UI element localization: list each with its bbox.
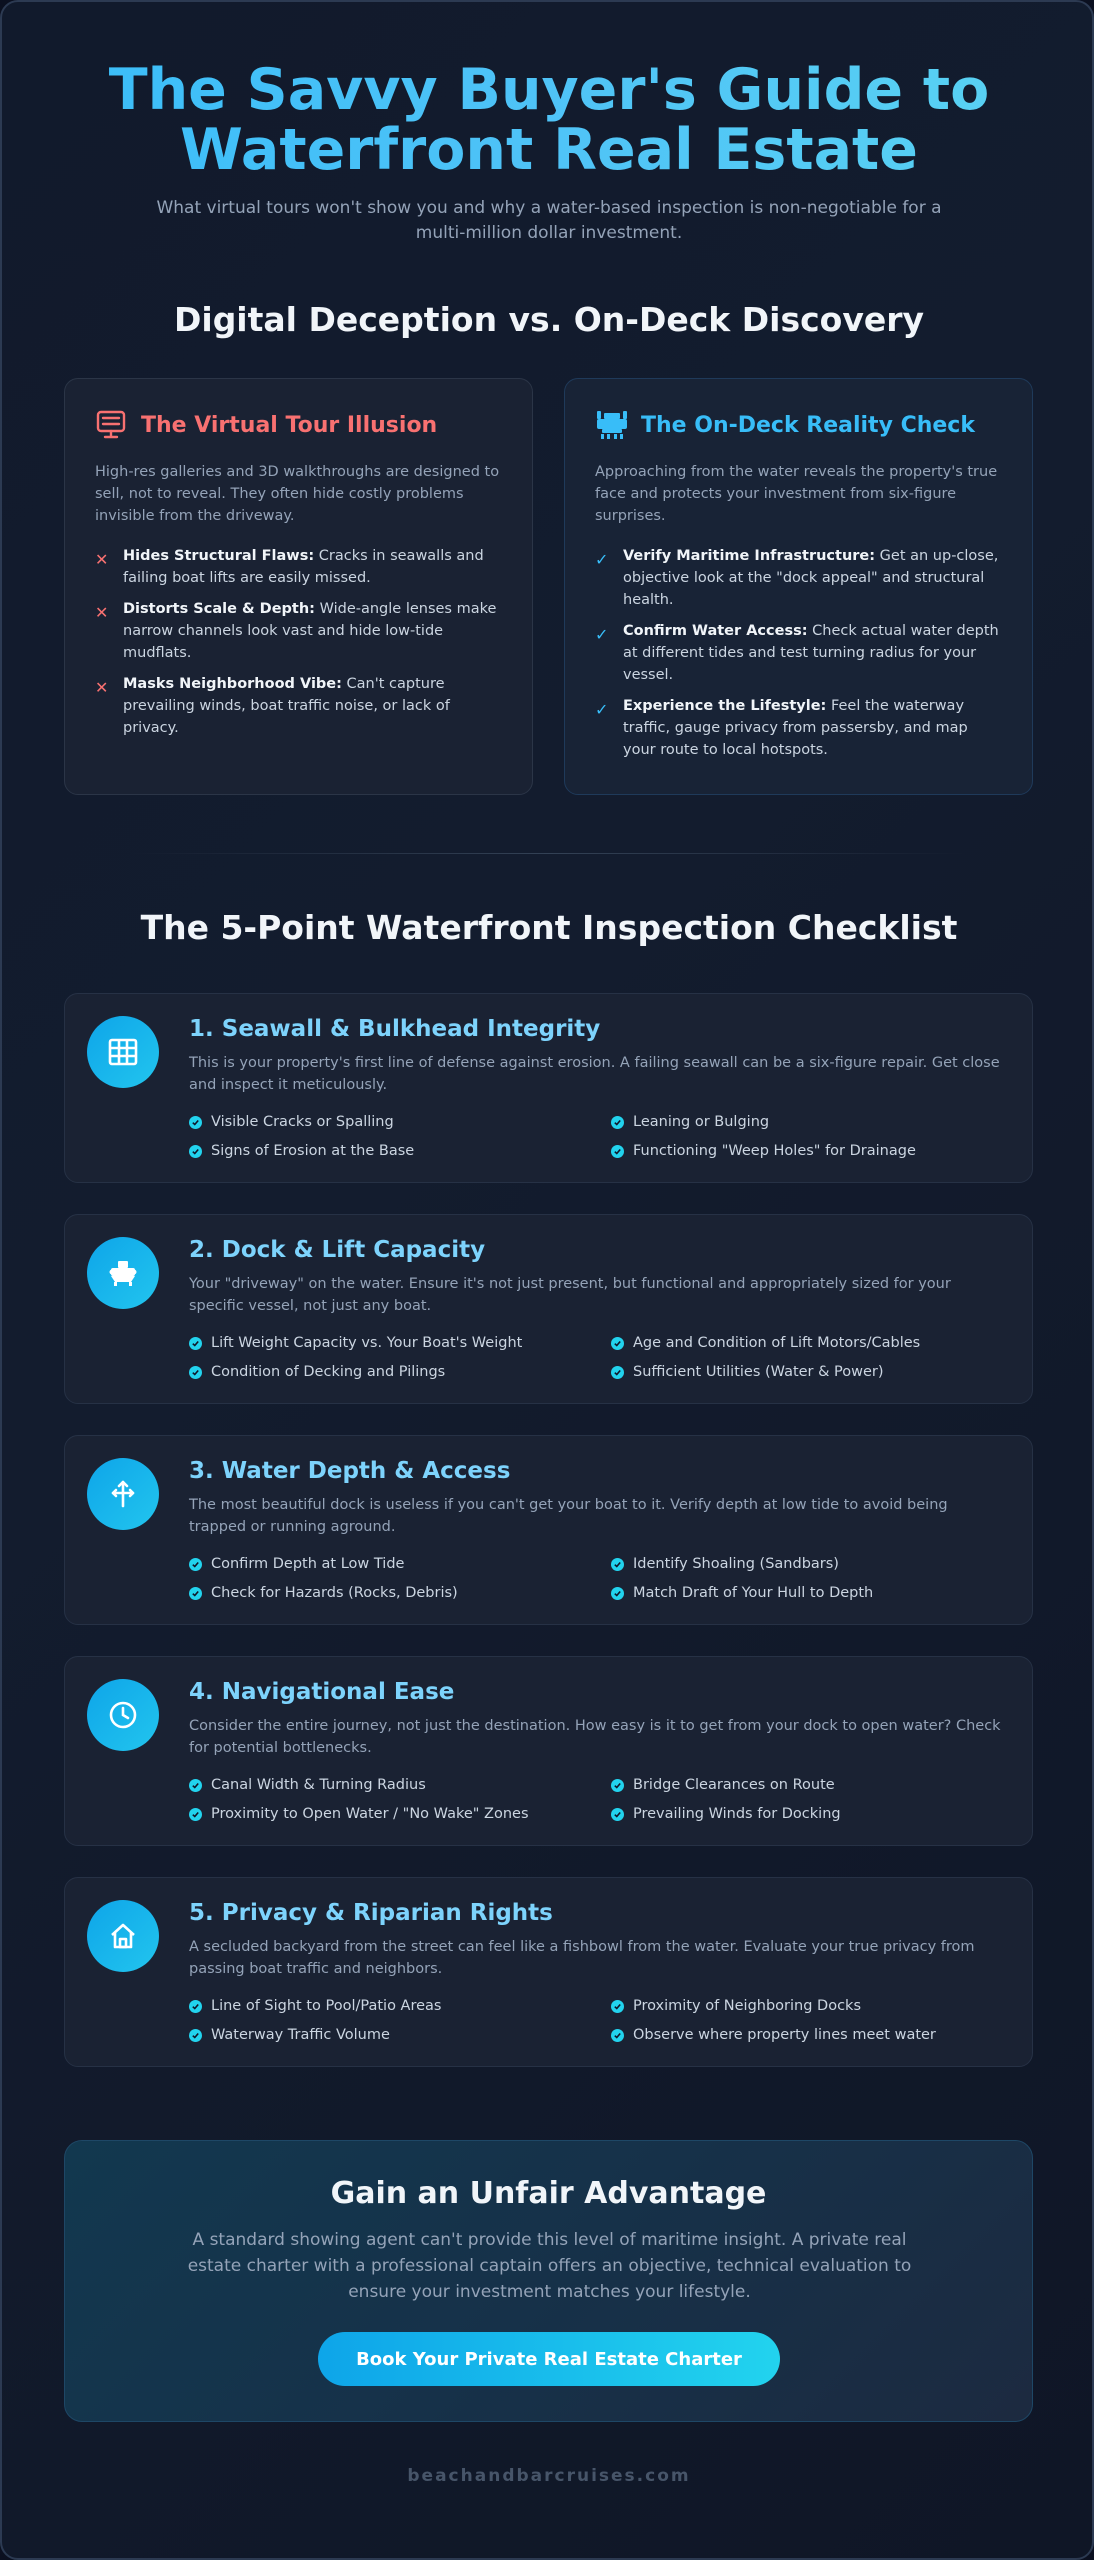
title-line-1: The Savvy Buyer's Guide to [108, 57, 990, 123]
check-dot-icon [611, 1116, 624, 1129]
check-dot-icon [189, 1558, 202, 1571]
check-dot-icon [611, 1366, 624, 1379]
checkmark-icon: ✓ [595, 550, 609, 569]
checklist-item [611, 1141, 1009, 1162]
home-icon [87, 1900, 159, 1972]
checklist-title: 2. Dock & Lift Capacity [189, 1237, 486, 1263]
checklist-card-privacy [64, 1877, 1033, 2067]
check-dot-icon [189, 2000, 202, 2013]
check-dot-icon [189, 2029, 202, 2042]
checklist-item-label: Check for Hazards (Rocks, Debris) [211, 1585, 458, 1601]
item-bold: Confirm Water Access: [623, 623, 808, 639]
item-text: Feel the waterway traffic, gauge privacy from passersby, and map your route to local hotspots. [623, 698, 968, 758]
checklist-items [189, 1333, 1009, 1383]
item-bold: Masks Neighborhood Vibe: [123, 676, 342, 692]
list-item [95, 545, 502, 589]
check-dot-icon [611, 1558, 624, 1571]
check-dot-icon [611, 1779, 624, 1792]
checklist-item [189, 1996, 611, 2017]
checklist-card-navigation [64, 1656, 1033, 1846]
checklist-item [189, 1554, 611, 1575]
checklist-item-label: Leaning or Bulging [633, 1114, 770, 1130]
checklist-item-label: Age and Condition of Lift Motors/Cables [633, 1335, 921, 1351]
anchor-icon [87, 1458, 159, 1530]
checklist-items [189, 1112, 1009, 1162]
item-text: Check actual water depth at different tides and test turning radius for your vessel. [623, 623, 999, 683]
checklist-item-label: Waterway Traffic Volume [211, 2027, 390, 2043]
check-dot-icon [611, 2000, 624, 2013]
checklist-item-label: Line of Sight to Pool/Patio Areas [211, 1998, 442, 2014]
check-dot-icon [189, 1145, 202, 1158]
checklist-desc: A secluded backyard from the street can feel like a fishbowl from the water. Evaluate your true privacy from passing boat traffic and neighbors. [189, 1939, 975, 1977]
checklist-item-label: Prevailing Winds for Docking [633, 1806, 841, 1822]
check-dot-icon [189, 1366, 202, 1379]
checklist-item [611, 1554, 1009, 1575]
check-dot-icon [611, 1808, 624, 1821]
cta-panel [64, 2140, 1033, 2422]
checklist-item-label: Observe where property lines meet water [633, 2027, 936, 2043]
checklist-title: 3. Water Depth & Access [189, 1458, 511, 1484]
item-text: Can't capture prevailing winds, boat traffic noise, or lack of privacy. [123, 676, 450, 736]
item-text: Wide-angle lenses make narrow channels look vast and hide low-tide mudflats. [123, 601, 497, 661]
list-item [95, 598, 502, 664]
check-dot-icon [189, 1337, 202, 1350]
checklist-item [189, 1775, 611, 1796]
clock-icon [87, 1679, 159, 1751]
boat-icon [595, 409, 627, 441]
checklist-items [189, 1554, 1009, 1604]
checklist-item-label: Functioning "Weep Holes" for Drainage [633, 1143, 916, 1159]
checklist-card-depth [64, 1435, 1033, 1625]
checklist-item-label: Visible Cracks or Spalling [211, 1114, 394, 1130]
checklist-item-label: Identify Shoaling (Sandbars) [633, 1556, 839, 1572]
comparison-heading: Digital Deception vs. On-Deck Discovery [173, 300, 924, 339]
checklist-item [189, 1333, 611, 1354]
checklist-item-label: Sufficient Utilities (Water & Power) [633, 1364, 884, 1380]
checklist-desc: Consider the entire journey, not just the destination. How easy is it to get from your dock to open water? Check for potential bottlenecks. [189, 1718, 1001, 1756]
checklist-item [611, 1583, 1009, 1604]
list-item [595, 545, 1002, 611]
checklist-item [189, 1583, 611, 1604]
ship-icon [87, 1237, 159, 1309]
checklist-desc: The most beautiful dock is useless if you can't get your boat to it. Verify depth at low tide to avoid being trapped or running aground. [189, 1497, 948, 1535]
checklist-item [611, 1804, 1009, 1825]
on-deck-desc: Approaching from the water reveals the property's true face and protects your investment from six-figure surprises. [595, 464, 998, 524]
check-dot-icon [611, 1145, 624, 1158]
virtual-tour-desc: High-res galleries and 3D walkthroughs are designed to sell, not to reveal. They often hide costly problems invisible from the driveway. [95, 464, 500, 524]
checklist-card-seawall [64, 993, 1033, 1183]
checklist-item [189, 1141, 611, 1162]
x-icon: ✕ [95, 603, 109, 622]
check-dot-icon [611, 1337, 624, 1350]
checklist-item-label: Condition of Decking and Pilings [211, 1364, 446, 1380]
virtual-tour-card [64, 378, 533, 795]
on-deck-card [564, 378, 1033, 795]
list-item [595, 695, 1002, 761]
checklist-item-label: Canal Width & Turning Radius [211, 1777, 426, 1793]
checkmark-icon: ✓ [595, 625, 609, 644]
cta-heading: Gain an Unfair Advantage [330, 2176, 767, 2211]
checklist-item-label: Proximity of Neighboring Docks [633, 1998, 861, 2014]
monitor-icon [95, 409, 127, 441]
checklist-item [611, 2025, 1009, 2046]
wall-grid-icon [87, 1016, 159, 1088]
checklist-item [189, 1804, 611, 1825]
checklist-item [189, 1112, 611, 1133]
checklist-items [189, 1996, 1009, 2046]
title-line-2: Waterfront Real Estate [180, 117, 918, 183]
virtual-tour-list [95, 545, 502, 739]
checklist-item-label: Match Draft of Your Hull to Depth [633, 1585, 874, 1601]
checklist-item [189, 1362, 611, 1383]
section-divider [132, 853, 966, 854]
virtual-tour-header [95, 405, 502, 445]
checklist-heading: The 5-Point Waterfront Inspection Checklist [140, 908, 958, 947]
checklist-item [611, 1362, 1009, 1383]
virtual-tour-title: The Virtual Tour Illusion [141, 412, 438, 438]
checklist-card-dock [64, 1214, 1033, 1404]
page-subtitle: What virtual tours won't show you and why a water-based inspection is non-negotiable for a multi-million dollar investment. [156, 198, 942, 243]
checklist-item-label: Signs of Erosion at the Base [211, 1143, 415, 1159]
check-dot-icon [189, 1587, 202, 1600]
check-dot-icon [189, 1779, 202, 1792]
checklist-item [611, 1996, 1009, 2017]
page-title [2, 57, 1094, 183]
check-dot-icon [611, 1587, 624, 1600]
list-item [595, 620, 1002, 686]
item-bold: Experience the Lifestyle: [623, 698, 827, 714]
checklist-desc: Your "driveway" on the water. Ensure it's not just present, but functional and appropriately sized for your specific vessel, not just any boat. [189, 1276, 951, 1314]
checklist-item-label: Confirm Depth at Low Tide [211, 1556, 405, 1572]
cta-text: A standard showing agent can't provide this level of maritime insight. A private real estate charter with a professional captain offers an objective, technical evaluation to ensure your investment matches your lifestyle. [187, 2230, 912, 2302]
checklist-item-label: Lift Weight Capacity vs. Your Boat's Weight [211, 1335, 523, 1351]
on-deck-list [595, 545, 1002, 761]
list-item [95, 673, 502, 739]
checklist-item-label: Proximity to Open Water / "No Wake" Zones [211, 1806, 529, 1822]
checkmark-icon: ✓ [595, 700, 609, 719]
item-text: Cracks in seawalls and failing boat lifts are easily missed. [123, 548, 484, 586]
checklist-desc: This is your property's first line of defense against erosion. A failing seawall can be a six-figure repair. Get close and inspect it meticulously. [189, 1055, 1000, 1093]
item-text: Get an up-close, objective look at the "dock appeal" and structural health. [623, 548, 999, 608]
checklist-title: 1. Seawall & Bulkhead Integrity [189, 1016, 601, 1042]
checklist-title: 4. Navigational Ease [189, 1679, 455, 1705]
on-deck-header [595, 405, 1002, 445]
check-dot-icon [189, 1116, 202, 1129]
item-bold: Hides Structural Flaws: [123, 548, 315, 564]
book-charter-button[interactable]: Book Your Private Real Estate Charter [318, 2332, 780, 2386]
checklist-item [611, 1775, 1009, 1796]
footer-site[interactable]: beachandbarcruises.com [407, 2466, 691, 2486]
check-dot-icon [189, 1808, 202, 1821]
checklist-item [611, 1333, 1009, 1354]
item-bold: Distorts Scale & Depth: [123, 601, 315, 617]
x-icon: ✕ [95, 550, 109, 569]
item-bold: Verify Maritime Infrastructure: [623, 548, 876, 564]
checklist-items [189, 1775, 1009, 1825]
checklist-item-label: Bridge Clearances on Route [633, 1777, 835, 1793]
checklist-title: 5. Privacy & Riparian Rights [189, 1900, 553, 1926]
on-deck-title: The On-Deck Reality Check [641, 412, 975, 438]
check-dot-icon [611, 2029, 624, 2042]
checklist-item [611, 1112, 1009, 1133]
checklist-item [189, 2025, 611, 2046]
x-icon: ✕ [95, 678, 109, 697]
